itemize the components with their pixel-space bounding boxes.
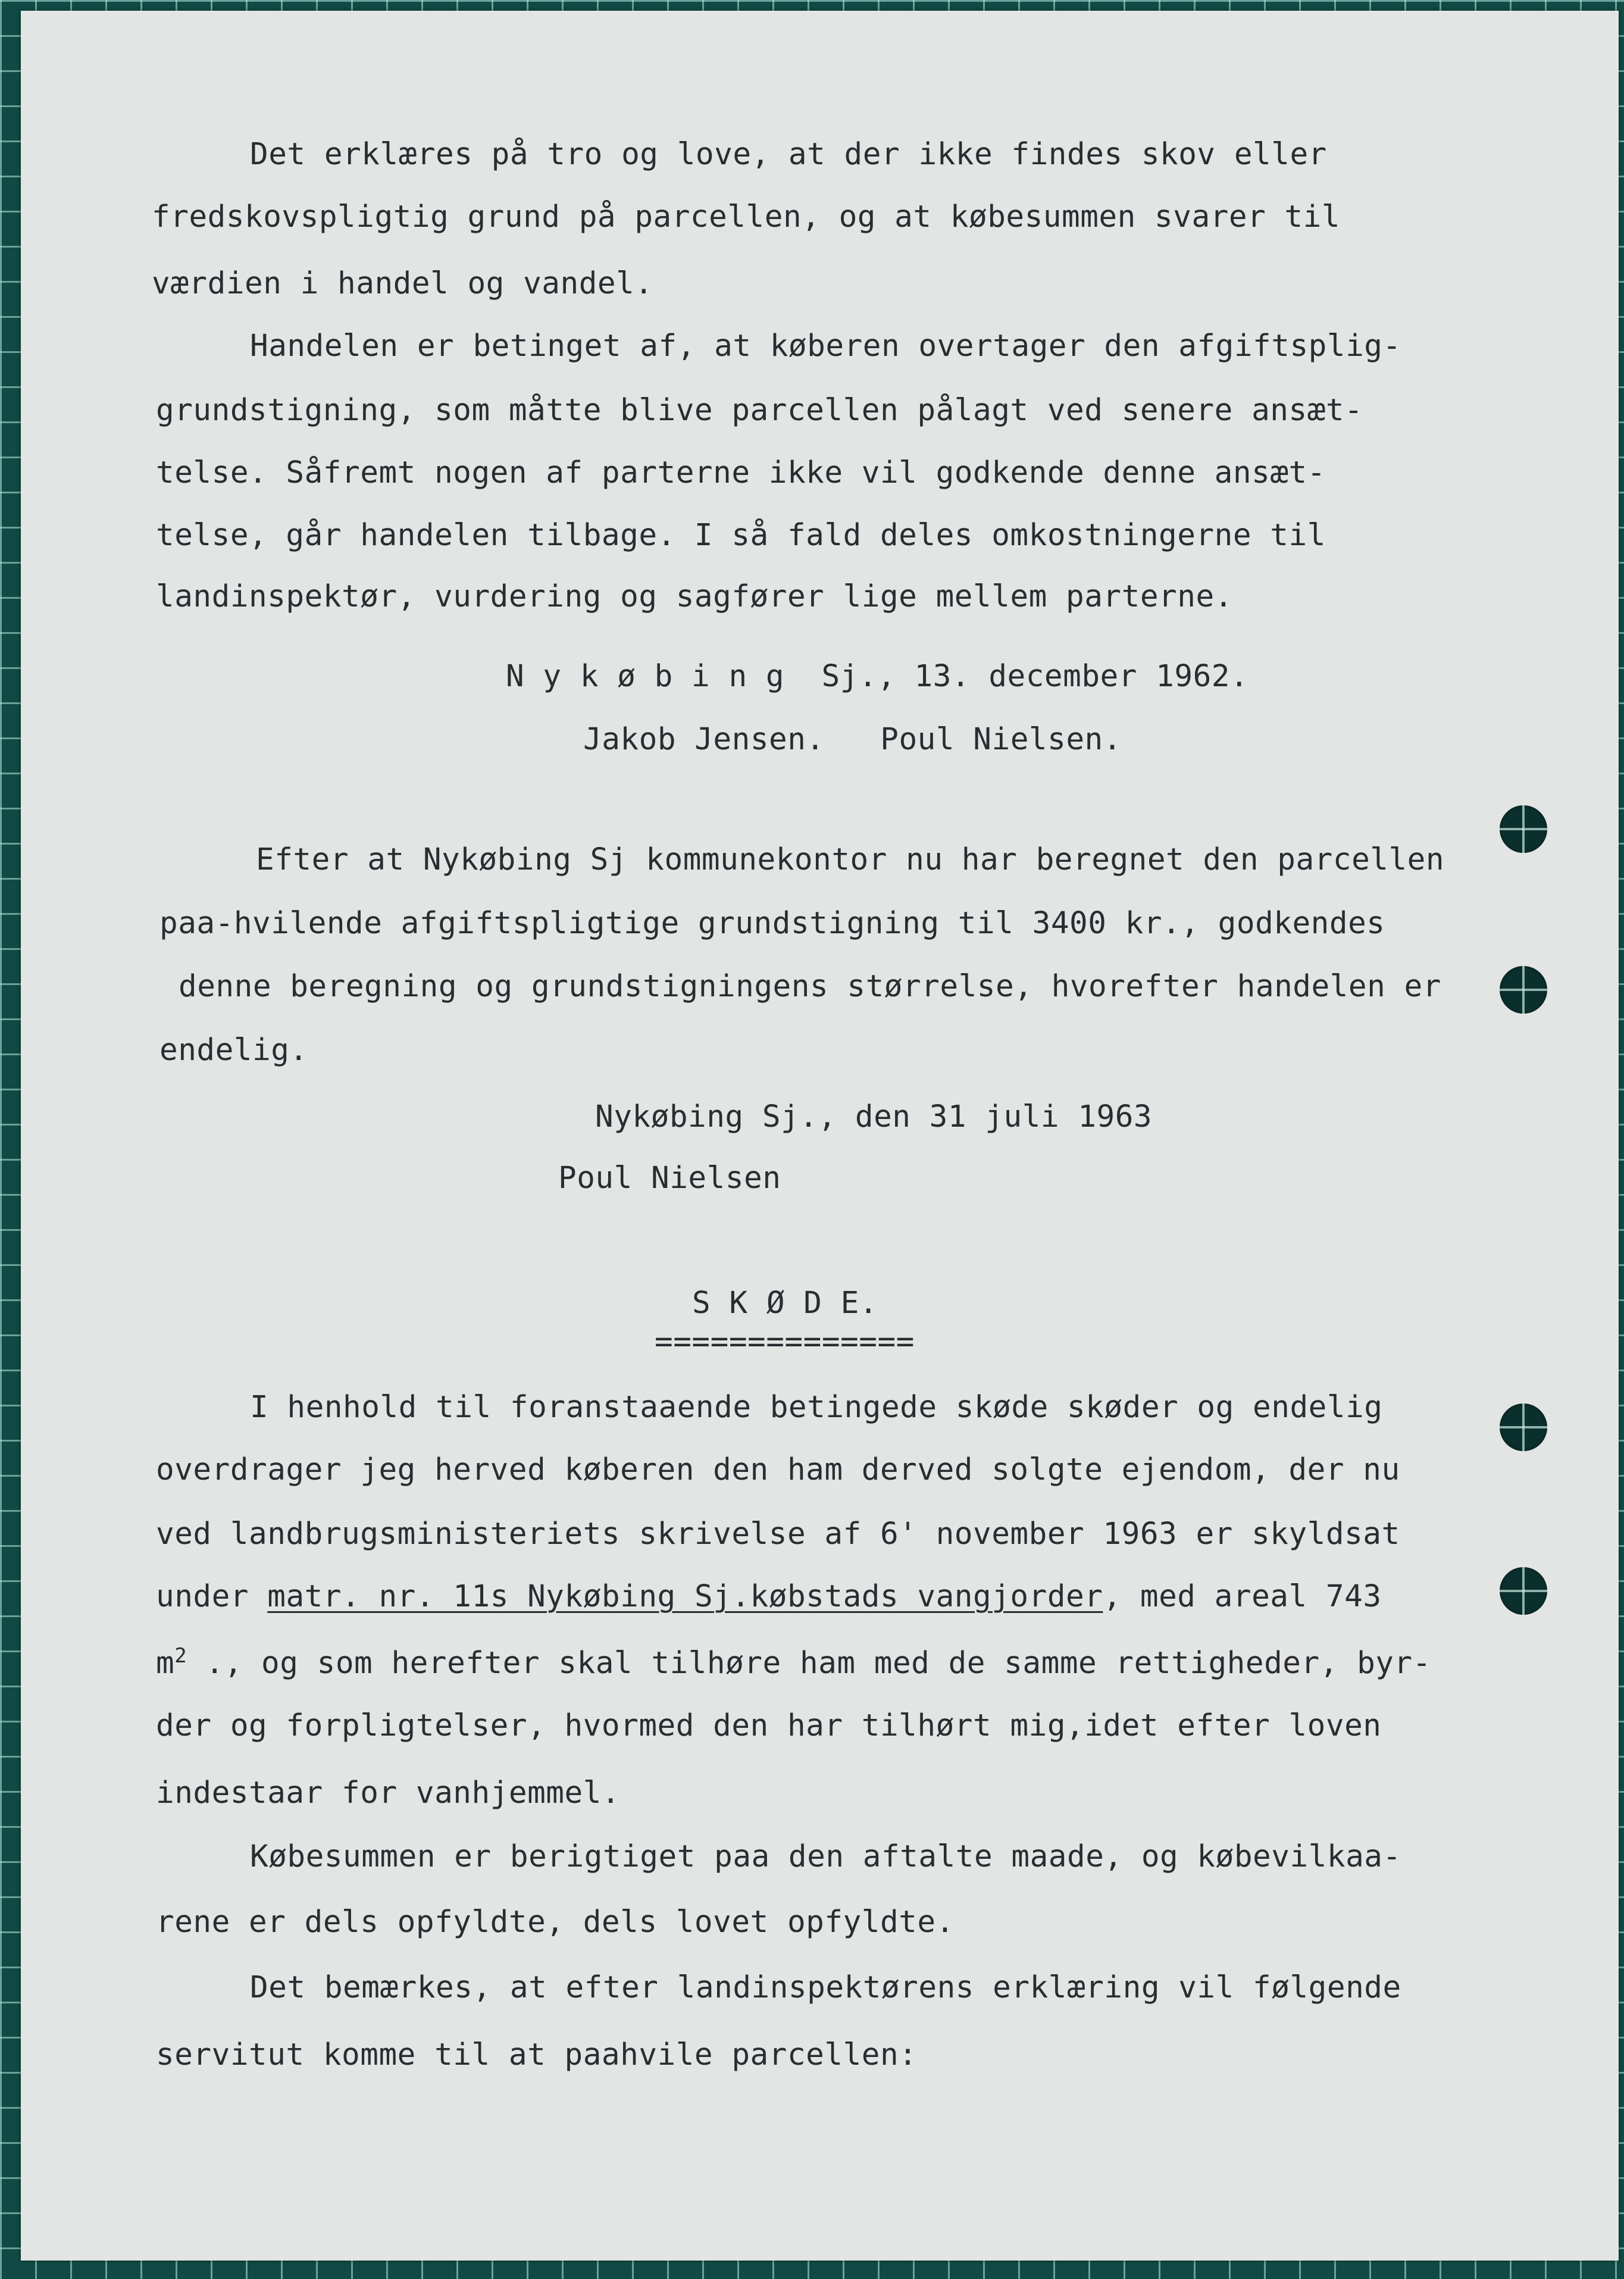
text-line: [156, 1646, 1431, 1681]
text-line: Efter at Nykøbing Sj kommunekontor nu har beregnet den parcellen: [256, 842, 1445, 877]
property-designation: matr. nr. 11s Nykøbing Sj.købstads vangjorder: [267, 1579, 1103, 1614]
text-segment: , med areal 743: [1103, 1579, 1382, 1614]
text-line: Købesummen er berigtiget paa den aftalte maade, og købevilkaa-: [250, 1839, 1401, 1874]
punch-hole: [1500, 1403, 1547, 1451]
text-line: der og forpligtelser, hvormed den har tilhørt mig,idet efter loven: [156, 1708, 1382, 1743]
text-line: I henhold til foranstaaende betingede skøde skøder og endelig: [250, 1390, 1383, 1425]
date-line: Nykøbing Sj., den 31 juli 1963: [595, 1099, 1153, 1134]
text-line: telse. Såfremt nogen af parterne ikke vil godkende denne ansæt-: [156, 455, 1326, 490]
text-line: endelig.: [159, 1033, 308, 1068]
text-line: denne beregning og grundstigningens størrelse, hvorefter handelen er: [179, 969, 1441, 1004]
text-line: ved landbrugsministeriets skrivelse af 6' november 1963 er skyldsat: [156, 1517, 1400, 1552]
signatures-line: Jakob Jensen. Poul Nielsen.: [583, 722, 1122, 757]
text-segment: ., og som herefter skal tilhøre ham med de samme rettigheder, byr-: [187, 1646, 1431, 1681]
text-line: rene er dels opfyldte, dels lovet opfyldte.: [156, 1905, 955, 1940]
text-line: paa-hvilende afgiftspligtige grundstigning til 3400 kr., godkendes: [159, 906, 1385, 941]
text-line: Det erklæres på tro og love, at der ikke findes skov eller: [250, 137, 1327, 172]
signature-line: Poul Nielsen: [558, 1161, 781, 1196]
text-line: grundstigning, som måtte blive parcellen pålagt ved senere ansæt-: [156, 393, 1363, 428]
text-segment: under: [156, 1579, 268, 1614]
text-line: [156, 1579, 1382, 1615]
date-line: N y k ø b i n g Sj., 13. december 1962.: [506, 659, 1249, 694]
punch-hole: [1500, 966, 1547, 1014]
punch-hole: [1500, 1567, 1547, 1615]
heading-rule: ==============: [655, 1324, 915, 1359]
text-line: landinspektør, vurdering og sagfører lige mellem parterne.: [156, 579, 1233, 614]
document-heading: S K Ø D E.: [692, 1286, 878, 1321]
punch-hole: [1500, 805, 1547, 853]
text-line: servitut komme til at paahvile parcellen:: [156, 2037, 918, 2072]
text-line: telse, går handelen tilbage. I så fald deles omkostningerne til: [156, 518, 1326, 553]
text-line: Det bemærkes, at efter landinspektørens erklæring vil følgende: [250, 1970, 1401, 2005]
text-line: overdrager jeg herved køberen den ham derved solgte ejendom, der nu: [156, 1452, 1400, 1487]
text-line: indestaar for vanhjemmel.: [156, 1775, 621, 1811]
text-line: Handelen er betinget af, at køberen overtager den afgiftsplig-: [250, 329, 1401, 364]
text-line: fredskovspligtig grund på parcellen, og at købesummen svarer til: [152, 199, 1341, 235]
text-segment: m: [156, 1646, 175, 1681]
text-line: værdien i handel og vandel.: [152, 266, 653, 301]
superscript: 2: [174, 1644, 187, 1668]
